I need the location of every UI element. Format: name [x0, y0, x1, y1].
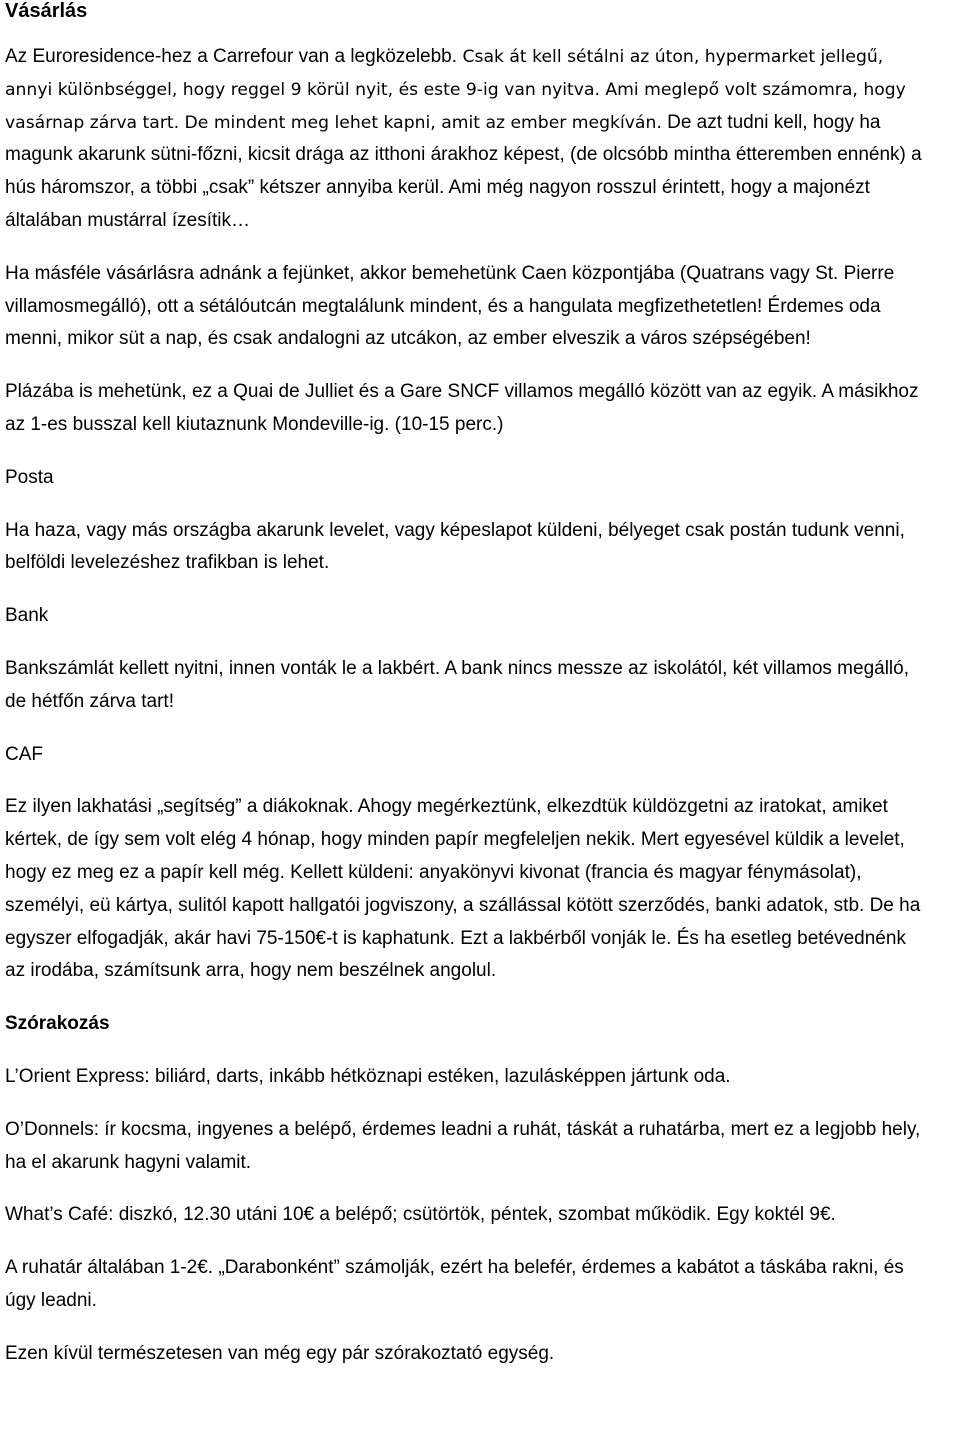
section-title-bank: Bank — [5, 605, 49, 627]
shopping-p1-c: De azt tudni kell, hogy ha magunk akarunk sütni-főzni, kicsit drága az itthoni árakhoz képest, (de olcsóbb mintha étteremben ennénk) a hús háromszor, a többi „csak” kétszer annyiba kerül. — [5, 111, 922, 199]
section-title-shopping: Vásárlás — [5, 0, 88, 22]
shopping-p1-b: Csak át kell sétálni az úton, hypermarket jellegű, annyi különbséggel, hogy reggel 9 körül nyit, és este 9-ig van nyitva. Ami meglepő volt számomra, hogy vasárnap zárva tart. De mindent meg lehet kapni, amit az ember megkíván. — [5, 47, 906, 133]
post-paragraph-1: Ha haza, vagy más országba akarunk levelet, vagy képeslapot küldeni, bélyeget csak postán tudunk venni, belföldi levelezéshez trafikban is lehet. — [5, 519, 905, 574]
entertainment-paragraph-4: A ruhatár általában 1-2€. „Darabonként” számolják, ezért ha belefér, érdemes a kabátot a táskába rakni, és úgy leadni. — [5, 1257, 904, 1311]
entertainment-paragraph-3: What’s Café: diszkó, 12.30 utáni 10€ a belépő; csütörtök, péntek, szombat működik. Egy koktél 9€. — [5, 1204, 836, 1226]
section-title-caf: CAF — [5, 743, 43, 765]
shopping-paragraph-1 — [5, 41, 930, 238]
shopping-p1-a: Az Euroresidence-hez a Carrefour van a legközelebb. — [5, 46, 458, 67]
entertainment-paragraph-2: O’Donnels: ír kocsma, ingyenes a belépő, érdemes leadni a ruhát, táskát a ruhatárba, mert ez a legjobb hely, ha el akarunk hagyni valamit. — [5, 1118, 921, 1173]
bank-paragraph-1: Bankszámlát kellett nyitni, innen vonták le a lakbért. A bank nincs messze az iskolától, két villamos megálló, de hétfőn zárva tart! — [5, 657, 909, 712]
entertainment-paragraph-5: Ezen kívül természetesen van még egy pár szórakoztató egység. — [5, 1342, 555, 1364]
entertainment-paragraph-1: L’Orient Express: biliárd, darts, inkább hétköznapi estéken, lazulásképpen jártunk oda. — [5, 1065, 731, 1087]
section-title-entertainment: Szórakozás — [5, 1013, 110, 1035]
shopping-paragraph-2: Ha másféle vásárlásra adnánk a fejünket, akkor bemehetünk Caen központjába (Quatrans vagy St. Pierre villamosmegálló), ott a sétálóutcán megtalálunk mindent, és a hangulata megfizethetetlen! Érdemes oda menni, mikor süt a nap, és csak andalogni az utcákon, az ember elveszik a város szépségében! — [5, 262, 895, 350]
shopping-p1-d: Ami még nagyon rosszul érintett, hogy a majonézt általában mustárral ízesítik… — [5, 177, 870, 231]
shopping-paragraph-3: Plázába is mehetünk, ez a Quai de Julliet és a Gare SNCF villamos megálló között van az egyik. A másikhoz az 1-es busszal kell kiutaznunk Mondeville-ig. (10-15 perc.) — [5, 381, 919, 435]
caf-paragraph-1: Ez ilyen lakhatási „segítség” a diákoknak. Ahogy megérkeztünk, elkezdtük küldözgetni az iratokat, amiket kértek, de így sem volt elég 4 hónap, hogy minden papír megfeleljen nekik. Mert egyesével küldik a levelet, hogy ez meg ez a papír kell még. Kellett küldeni: anyakönyvi kivonat (francia és magyar fénymásolat), személyi, eü kártya, sulitól kapott hallgatói jogviszony, a szállással kötött szerződés, banki adatok, stb. De ha egyszer elfogadják, akár havi 75-150€-t is kaphatunk. Ezt a lakbérből vonják le. És ha esetleg betévednénk az irodába, számítsunk arra, hogy nem beszélnek angolul. — [5, 796, 921, 982]
section-title-post: Posta — [5, 466, 54, 488]
